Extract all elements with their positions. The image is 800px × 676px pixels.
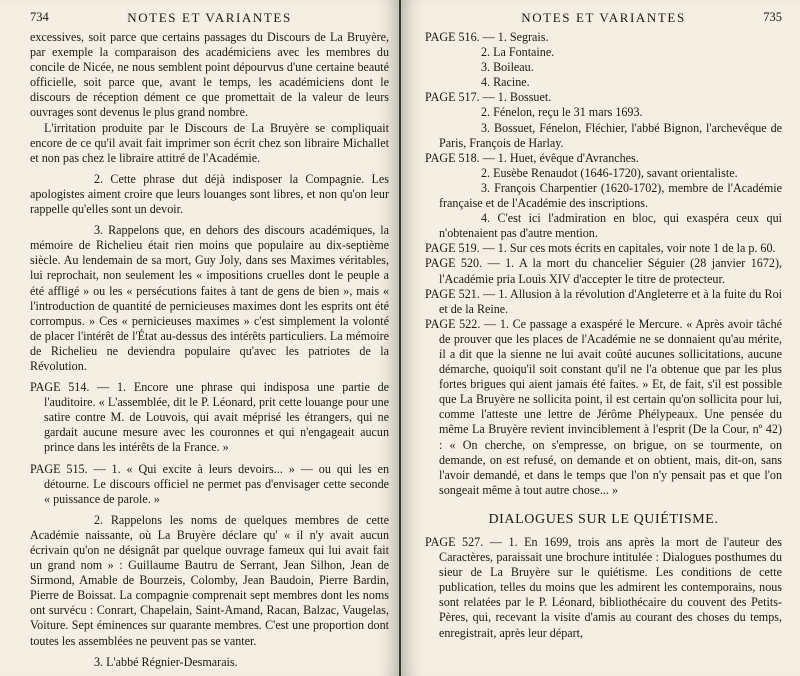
right-page-number: 735 bbox=[763, 10, 782, 24]
note-3: 3. Rappelons que, en dehors des discours académiques, la mémoire de Richelieu était rien moins que populaire au dix-septième siècle. Au lendemain de sa mort, Guy Joly, dans ses Maximes véritables, lui reprochait, non seulement les « impositions cruelles dont le peuple a été affligé » ou les « persécutions faites à tant de gens de bien », mais « l'introduction de quantité de pernicieuses maximes dont les esprits ont été corrompus. » Ces « pernicieuses maximes » c'est simplement la volonté de placer l'intérêt de l'État au-dessus des intérêts particuliers. La mémoire de Richelieu ne deviendra populaire qu'avec les patriotes de la Révolution. bbox=[30, 223, 389, 373]
paragraph: excessives, soit parce que certains passages du Discours de La Bruyère, par exemple la comparaison des académiciens avec les membres du concile de Nicée, ne nous semblent point dépourvus d'une certaine beauté officielle, soit parce que, avant le temps, les académiciens dont le discours de réception dément ce que promettait de la valeur de leurs ouvrages sont devenus le plus grand nombre. bbox=[30, 30, 389, 120]
note-line: 2. La Fontaine. bbox=[481, 45, 555, 60]
note-line: 3. Bossuet, Fénelon, Fléchier, l'abbé Bignon, l'archevêque de Paris, François de Harlay. bbox=[439, 120, 782, 150]
left-running-title: NOTES ET VARIANTES bbox=[127, 10, 292, 25]
note-page-520: PAGE 520. — 1. A la mort du chancelier Séguier (28 janvier 1672), l'Académie pria Louis XIV d'accepter le titre de protecteur. bbox=[425, 256, 782, 286]
note-page-519: PAGE 519. — 1. Sur ces mots écrits en capitales, voir note 1 de la p. 60. bbox=[425, 241, 776, 256]
note-page-515: PAGE 515. — 1. « Qui excite à leurs devoirs... » — ou qui les en détourne. Le discours officiel ne permet pas d'envisager cette seconde « puissance de parole. » bbox=[30, 461, 389, 506]
left-page-number: 734 bbox=[30, 10, 49, 24]
note-515-3: 3. L'abbé Régnier-Desmarais. bbox=[94, 654, 238, 669]
note-line: 4. Racine. bbox=[481, 75, 530, 90]
right-running-title: NOTES ET VARIANTES bbox=[521, 10, 686, 25]
note-page-516: PAGE 516. — 1. Segrais. bbox=[425, 30, 549, 44]
note-page-527: PAGE 527. — 1. En 1699, trois ans après la mort de l'auteur des Caractères, paraissait une brochure intitulée : Dialogues posthumes du sieur de La Bruyère sur le quiétisme. Les conditions de cette publication, telles du moins que les admirent les contemporains, nous sont relatées par le P. Léonard, bibliothécaire du couvent des Petits-Pères, qui, recevant la visite d'amis au courant des choses du temps, enregistrait, après leur départ, bbox=[425, 535, 782, 640]
note-page-514: PAGE 514. — 1. Encore une phrase qui indisposa une partie de l'auditoire. « L'assemblée, dit le P. Léonard, prit cette louange pour une satire contre M. de Louvois, qui avait méprisé les étrangers, qui ne gardait aucune mesure avec les couronnes et qui n'engageait aucun prince dans les intérêts de la France. » bbox=[30, 380, 389, 455]
paragraph: L'irritation produite par le Discours de La Bruyère se compliquait encore de ce qu'il avait fait imprimer son écrit chez son libraire Michallet et non pas chez le libraire attitré de l'Académie. bbox=[30, 120, 389, 165]
left-text bbox=[30, 30, 389, 670]
note-line: 4. C'est ici l'admiration en bloc, qui exaspéra ceux qui n'obtenaient pas d'autre mention. bbox=[439, 211, 782, 241]
left-page bbox=[0, 0, 399, 676]
right-running-head bbox=[425, 10, 782, 30]
note-line: 2. Fénelon, reçu le 31 mars 1693. bbox=[481, 105, 643, 120]
note-page-518: PAGE 518. — 1. Huet, évêque d'Avranches. bbox=[425, 150, 639, 165]
note-line: 3. Boileau. bbox=[481, 60, 534, 75]
note-line: 3. François Charpentier (1620-1702), membre de l'Académie française et de l'Académie des inscriptions. bbox=[439, 180, 782, 211]
note-page-522: PAGE 522. — 1. Ce passage a exaspéré le Mercure. « Après avoir tâché de prouver que les places de l'Académie ne se donnaient qu'au mérite, il a dit que la sienne ne lui avait coûté aucunes sollicitations, aucune démarche, quoiqu'il soit constant qu'il ne l'a obtenue que par les plus fortes brigues qui aient jamais été faites. » Et, de fait, s'il est possible que La Bruyère ne sollicita point, il est certain qu'on sollicita pour lui, comme l'atteste une lettre de Jérôme Phélypeaux. Une pensée du même La Bruyère revient invinciblement à l'esprit (De la Cour, nº 42) : « On cherche, on s'empresse, on brigue, on se tourmente, on demande, on est refusé, on demande et on obtient, mais, dit-on, sans l'avoir demandé, et dans le temps que l'on n'y pensait pas et que l'on songeait même à tout autre chose... » bbox=[425, 316, 782, 497]
note-515-2: 2. Rappelons les noms de quelques membres de cette Académie naissante, où La Bruyère déclare qu' « il n'y avait aucun écrivain qu'on ne désignât par quelque ouvrage fameux qui lui avait fait un grand nom » : Guillaume Bautru de Serrant, Jean Silhon, Jean de Sirmond, Amable de Bourzeis, Colomby, Jean Baudoin, Pierre Bardin, Pierre de Boissat. La compagnie comprenait sept membres dont les noms ont survécu : Conrart, Chapelain, Saint-Amand, Racan, Balzac, Vaugelas, Voiture. Sept éminences sur quarante membres. C'est une proportion dont toutes les assemblées ne peuvent pas se vanter. bbox=[30, 512, 389, 648]
right-page bbox=[401, 0, 800, 676]
note-page-521: PAGE 521. — 1. Allusion à la révolution d'Angleterre et à la fuite du Roi et de la Reine. bbox=[425, 286, 782, 316]
right-text bbox=[425, 30, 782, 641]
left-running-head bbox=[30, 10, 389, 30]
section-title: DIALOGUES SUR LE QUIÉTISME. bbox=[488, 511, 719, 527]
note-2: 2. Cette phrase dut déjà indisposer la Compagnie. Les apologistes aiment croire que leurs louanges sont libres, et non qu'on leur rappelle qu'elles sont un devoir. bbox=[30, 171, 389, 217]
note-line: 2. Eusèbe Renaudot (1646-1720), savant orientaliste. bbox=[481, 165, 738, 180]
note-page-517: PAGE 517. — 1. Bossuet. bbox=[425, 90, 552, 105]
